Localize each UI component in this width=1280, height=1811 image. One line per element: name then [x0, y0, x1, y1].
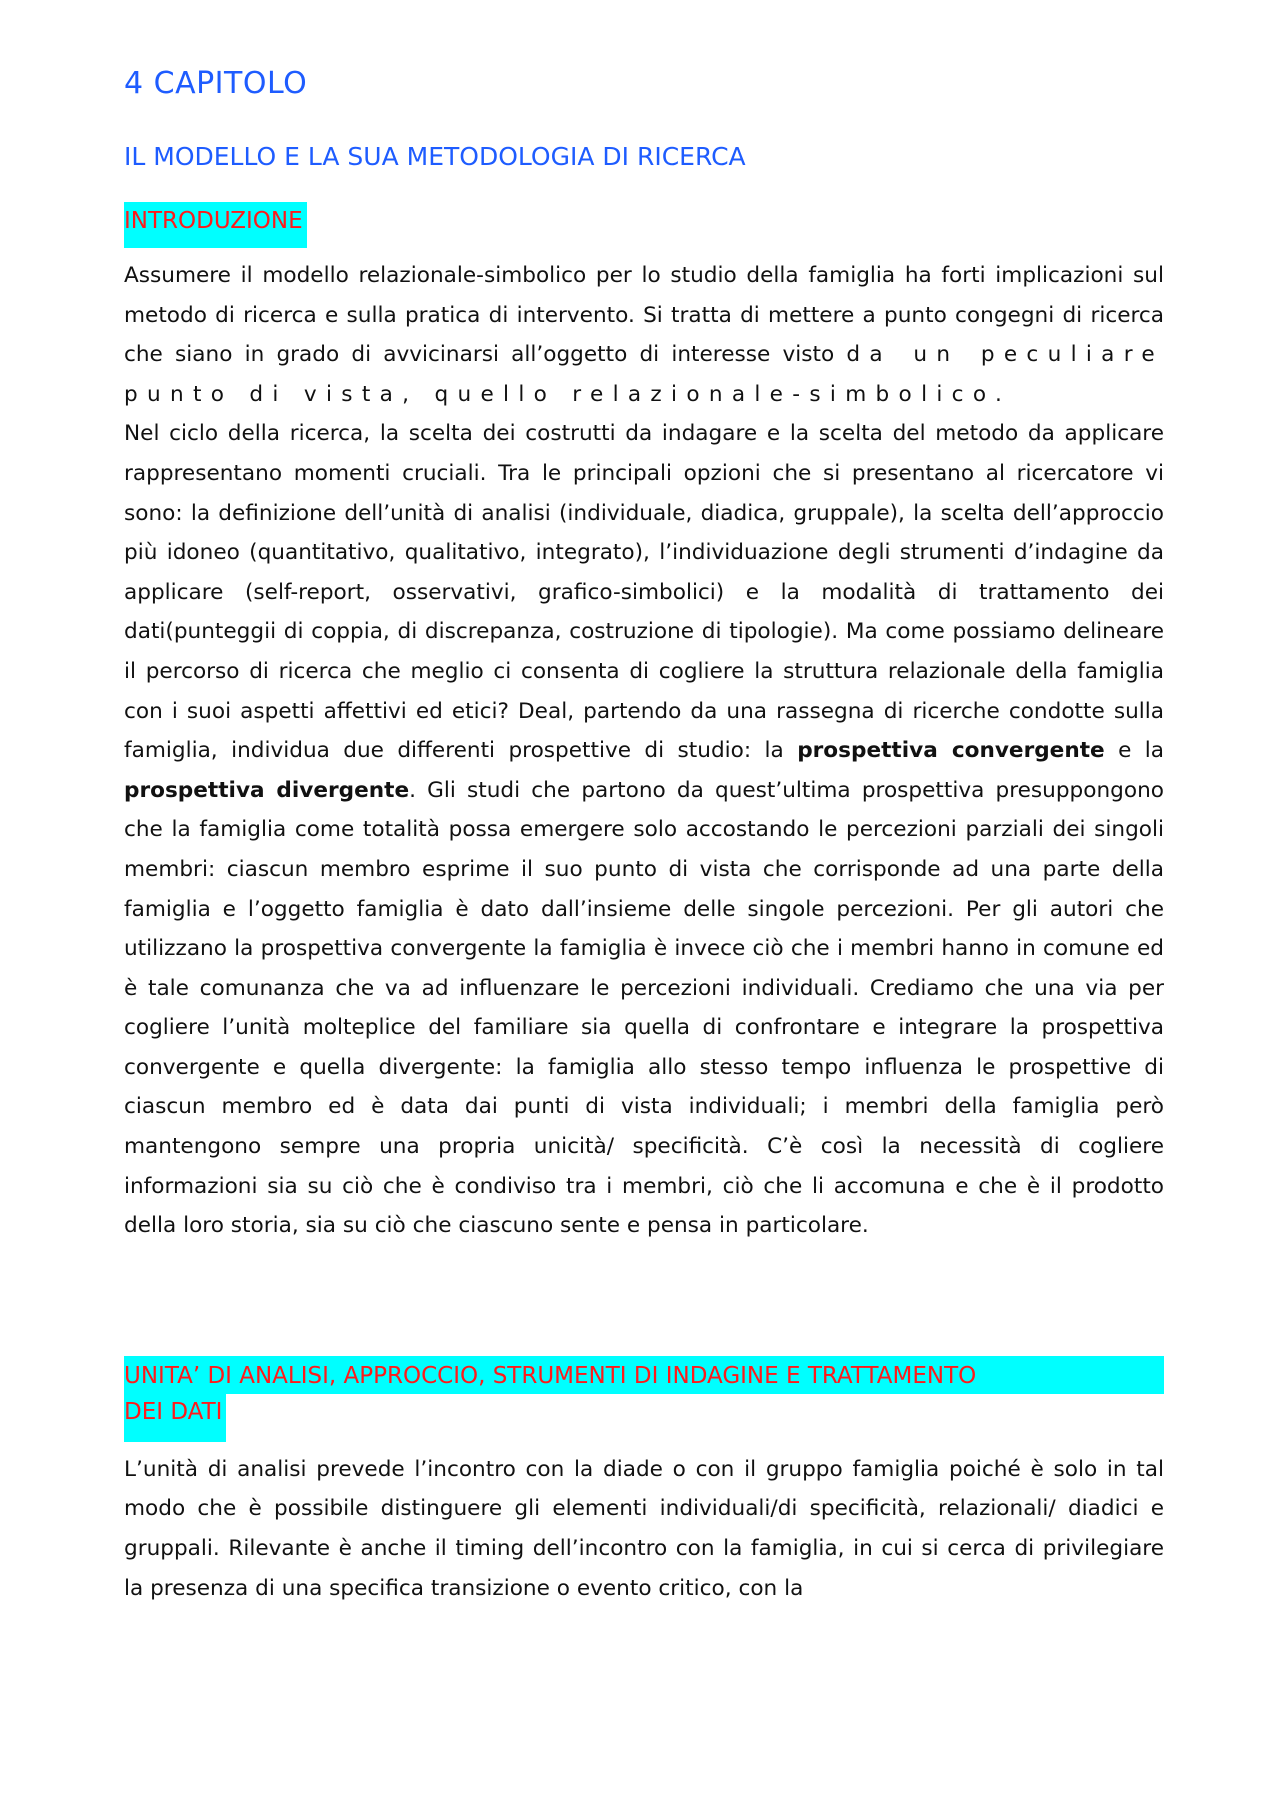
document-page — [124, 64, 1164, 1608]
intro-text-mid: Nel ciclo della ricerca, la scelta dei costrutti da indagare e la scelta del metodo da applicare rappresentano momenti cruciali. Tra le principali opzioni che si presentano al ricercatore vi sono: la definizione dell’unità di analisi (individuale, diadica, gruppale), la scelta dell’approccio più idoneo (quantitativo, qualitativo, integrato), l’individuazione degli strumenti d’indagine da applicare (self-report, osservativi, grafico-simbolici) e la modalità di trattamento dei dati(punteggii di coppia, di discrepanza, costruzione di tipologie). Ma come possiamo delineare il percorso di ricerca che meglio ci consenta di cogliere la struttura relazionale della famiglia con i suoi aspetti affettivi ed etici? Deal, partendo da una rassegna di ricerche condotte sulla famiglia, individua due differenti prospettive di studio: la — [124, 421, 1164, 764]
intro-text-spaced: da un peculiare punto di vista, quello relazionale-simbolico. — [124, 342, 1165, 407]
section-heading-line2: DEI DATI — [124, 1394, 226, 1442]
introduction-paragraph — [124, 256, 1164, 1246]
unita-paragraph: L’unità di analisi prevede l’incontro con la diade o con il gruppo famiglia poiché è solo in tal modo che è possibile distinguere gli elementi individuali/di specificità, relazionali/ diadici e gruppali. Rilevante è anche il timing dell’incontro con la famiglia, in cui si cerca di privilegiare la presenza di una specifica transizione o evento critico, con la — [124, 1456, 1164, 1601]
intro-and: e la — [1118, 738, 1164, 764]
section-heading-unita — [124, 1356, 1164, 1442]
bold-convergent: prospettiva convergente — [797, 738, 1105, 764]
section-heading-line1: UNITA’ DI ANALISI, APPROCCIO, STRUMENTI DI INDAGINE E TRATTAMENTO — [124, 1356, 1164, 1394]
chapter-title: IL MODELLO E LA SUA METODOLOGIA DI RICERCA — [124, 142, 746, 171]
bold-divergent: prospettiva divergente — [124, 777, 410, 803]
section-heading-introduzione: INTRODUZIONE — [124, 202, 307, 248]
intro-text-start: Assumere il modello relazionale-simbolico per lo studio della famiglia ha forti implicazioni sul metodo di ricerca e sulla pratica di intervento. Si tratta di mettere a punto congegni di ricerca che siano in grado di avvicinarsi all’oggetto di interesse visto — [124, 263, 1164, 368]
chapter-number: 4 CAPITOLO — [124, 66, 308, 101]
intro-text-end: . Gli studi che partono da quest’ultima prospettiva presuppongono che la famiglia come totalità possa emergere solo accostando le percezioni parziali dei singoli membri: ciascun membro esprime il suo punto di vista che corrisponde ad una parte della famiglia e l’oggetto famiglia è dato dall’insieme delle singole percezioni. Per gli autori che utilizzano la prospettiva convergente la famiglia è invece ciò che i membri hanno in comune ed è tale comunanza che va ad influenzare le percezioni individuali. Crediamo che una via per cogliere l’unità molteplice del familiare sia quella di confrontare e integrare la prospettiva convergente e quella divergente: la famiglia allo stesso tempo influenza le prospettive di ciascun membro ed è data dai punti di vista individuali; i membri della famiglia però mantengono sempre una propria unicità/ specificità. C’è così la necessità di cogliere informazioni sia su ciò che è condiviso tra i membri, ciò che li accomuna e che è il prodotto della loro storia, sia su ciò che ciascuno sente e pensa in particolare. — [124, 777, 1164, 1239]
